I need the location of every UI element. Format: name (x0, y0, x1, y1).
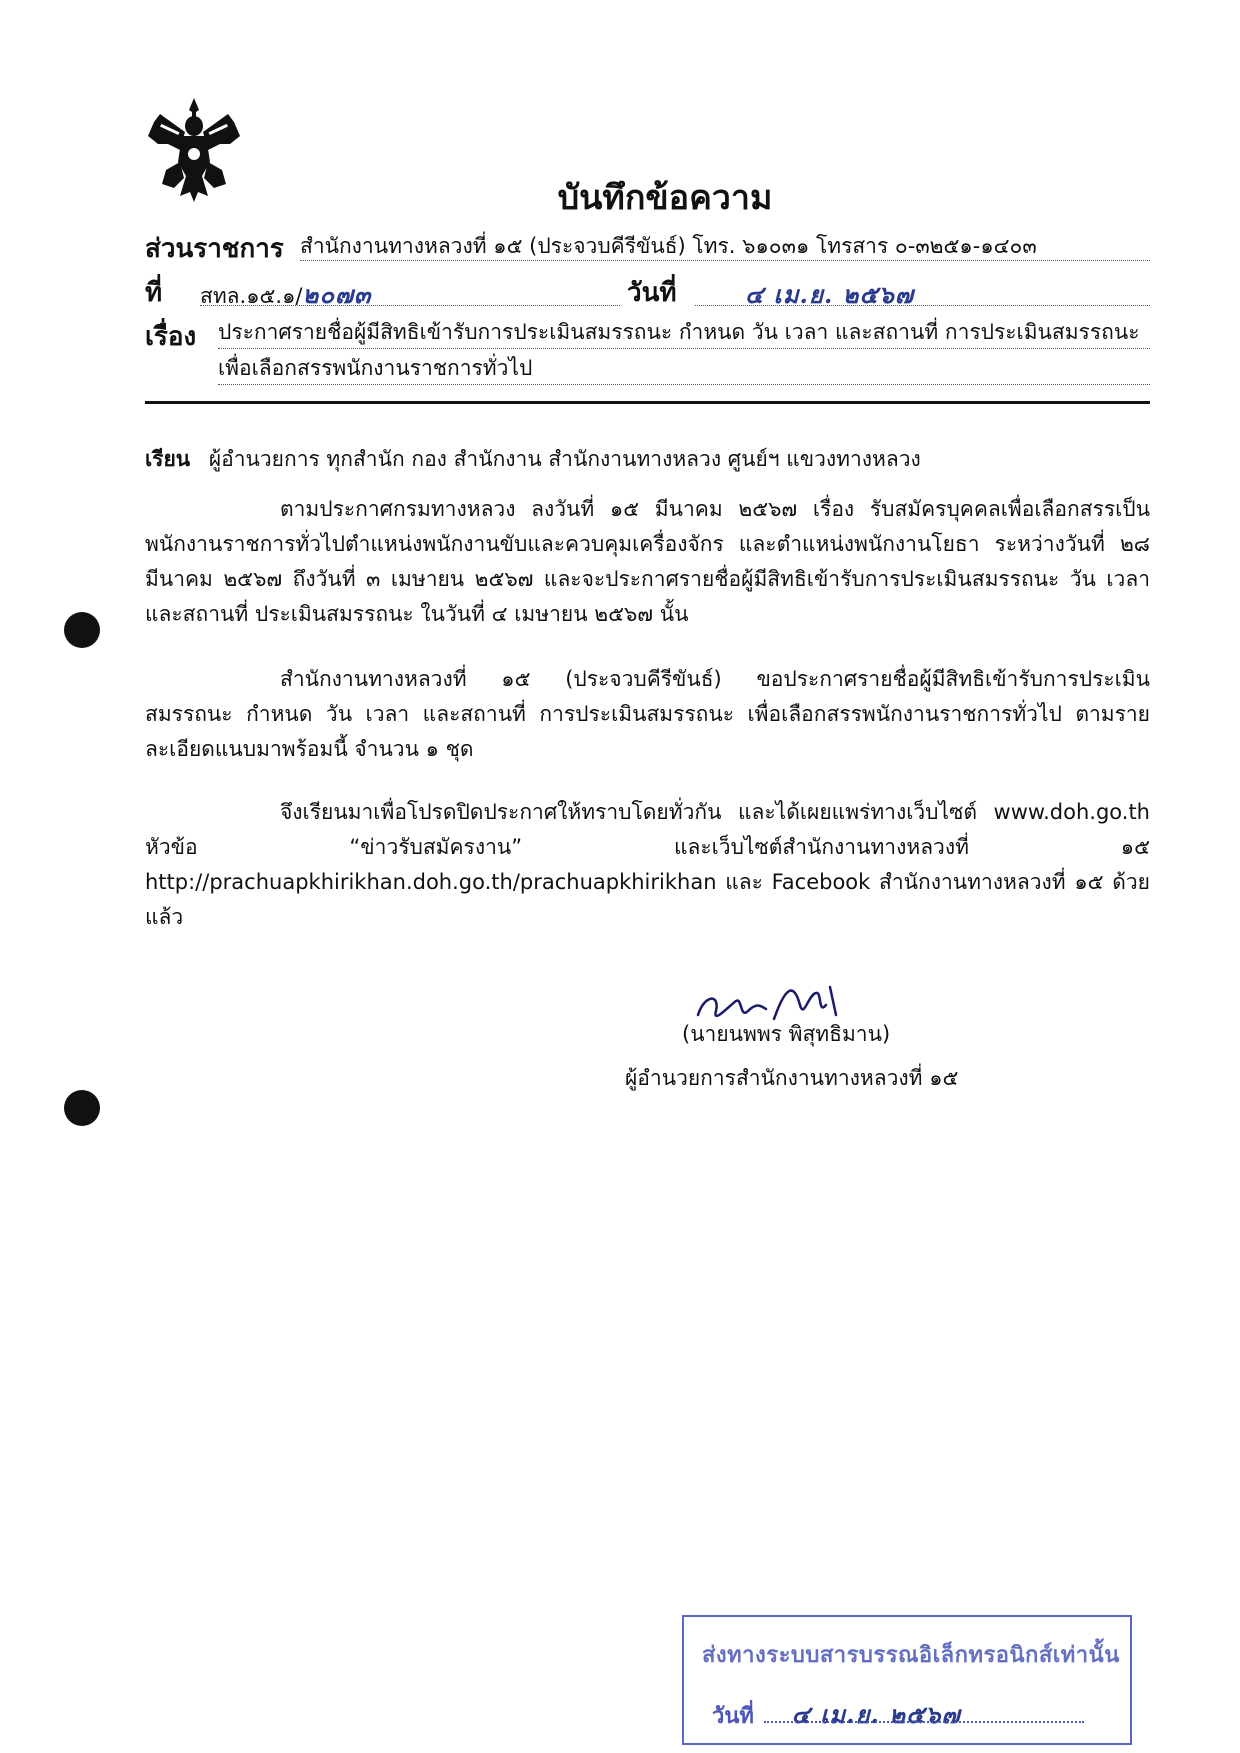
subject-text-1: ประกาศรายชื่อผู้มีสิทธิเข้ารับการประเมินสมรรถนะ กำหนด วัน เวลา และสถานที่ การประเมินสมรรถนะ (218, 320, 1140, 344)
stamp-date (712, 1695, 961, 1734)
subject-line-2 (218, 352, 1150, 385)
date-field (695, 275, 1150, 309)
memo-title: บันทึกข้อความ (557, 178, 773, 218)
body-paragraph-1: ตามประกาศกรมทางหลวง ลงวันที่ ๑๕ มีนาคม ๒๕๖๗ เรื่อง รับสมัครบุคคลเพื่อเลือกสรรเป็นพนักงานราชการทั่วไปตำแหน่งพนักงานขับและควบคุมเครื่องจักร และตำแหน่งพนักงานโยธา ระหว่างวันที่ ๒๘ มีนาคม ๒๕๖๗ ถึงวันที่ ๓ เมษายน ๒๕๖๗ และจะประกาศรายชื่อผู้มีสิทธิเข้ารับการประเมินสมรรถนะ วัน เวลา และสถานที่ ประเมินสมรรถนะ ในวันที่ ๔ เมษายน ๒๕๖๗ นั้น (145, 497, 1150, 626)
agency-label: ส่วนราชการ (145, 234, 284, 264)
subject-label: เรื่อง (145, 322, 197, 352)
ref-field (200, 275, 620, 309)
ref-label: ที่ (145, 278, 163, 308)
header-divider (145, 401, 1150, 404)
addressee-value: ผู้อำนวยการ ทุกสำนัก กอง สำนักงาน สำนักงานทางหลวง ศูนย์ฯ แขวงทางหลวง (208, 447, 921, 471)
signatory-name: (นายนพพร พิสุทธิมาน) (682, 1022, 891, 1046)
agency-field (300, 230, 1150, 261)
subject-line-1 (218, 316, 1150, 349)
ref-number-handwritten: ๒๐๗๓ (302, 280, 372, 309)
stamp-dotted-line (764, 1721, 1084, 1723)
signatory-position: ผู้อำนวยการสำนักงานทางหลวงที่ ๑๕ (625, 1066, 959, 1090)
body-paragraph-3: จึงเรียนมาเพื่อโปรดปิดประกาศให้ทราบโดยทั่วกัน และได้เผยแพร่ทางเว็บไซต์ www.doh.go.th หัวข้อ “ข่าวรับสมัครงาน” และเว็บไซต์สำนักงานทางหลวงที่ ๑๕ http://prachuapkhirikhan.doh.go.th/prachuapkhirikhan และ Facebook สำนักงานทางหลวงที่ ๑๕ ด้วยแล้ว (145, 800, 1150, 929)
date-label: วันที่ (627, 278, 677, 308)
addressee-label: เรียน (145, 447, 191, 471)
ref-prefix: สทล.๑๕.๑/ (200, 284, 303, 308)
body-paragraph-2: สำนักงานทางหลวงที่ ๑๕ (ประจวบคีรีขันธ์) ขอประกาศรายชื่อผู้มีสิทธิเข้ารับการประเมินสมรรถนะ กำหนด วัน เวลา และสถานที่ การประเมินสมรรถนะ เพื่อเลือกสรรพนักงานราชการทั่วไป ตามรายละเอียดแนบมาพร้อมนี้ จำนวน ๑ ชุด (145, 667, 1150, 761)
punch-hole-bottom (64, 1090, 100, 1126)
stamp-text: ส่งทางระบบสารบรรณอิเล็กทรอนิกส์เท่านั้น (702, 1643, 1120, 1668)
punch-hole-top (64, 612, 100, 648)
stamp-date-value: ๔ เม.ย. ๒๕๖๗ (791, 1700, 961, 1729)
date-value-handwritten: ๔ เม.ย. ๒๕๖๗ (745, 280, 914, 309)
subject-text-2: เพื่อเลือกสรรพนักงานราชการทั่วไป (218, 356, 533, 380)
addressee (145, 443, 921, 476)
stamp-date-label: วันที่ (712, 1704, 754, 1729)
agency-value: สำนักงานทางหลวงที่ ๑๕ (ประจวบคีรีขันธ์) โทร. ๖๑๐๓๑ โทรสาร ๐-๓๒๕๑-๑๔๐๓ (300, 234, 1037, 258)
electronic-distribution-stamp (682, 1615, 1132, 1745)
